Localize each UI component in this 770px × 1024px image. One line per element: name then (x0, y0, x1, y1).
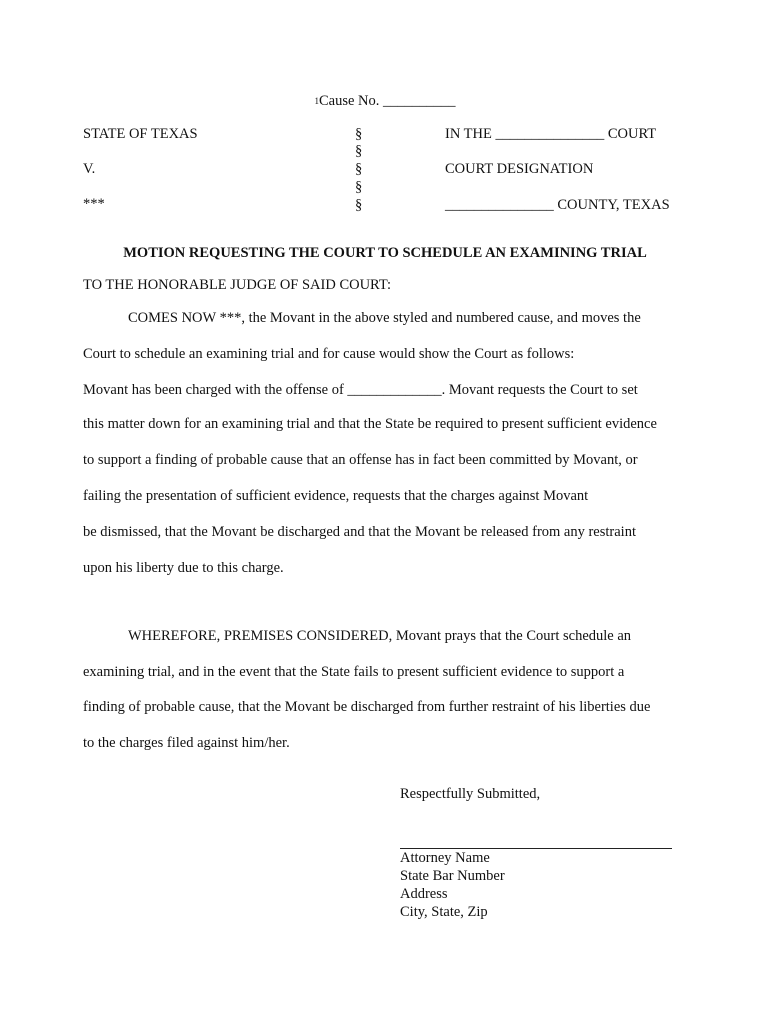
salutation: TO THE HONORABLE JUDGE OF SAID COURT: (83, 277, 392, 293)
caption-section-symbol: § (355, 143, 363, 159)
paragraph-line: be dismissed, that the Movant be discharged and that the Movant be released from any restraint (83, 524, 636, 540)
paragraph-line: this matter down for an examining trial and that the State be required to present sufficient evidence (83, 416, 657, 432)
footnote-mark: 1 (314, 96, 319, 106)
caption-court-name: IN THE _______________ COURT (445, 126, 657, 142)
caption-section-symbol: § (355, 197, 363, 213)
cause-number-text: Cause No. __________ (318, 93, 456, 109)
caption-section-symbol: § (355, 161, 363, 177)
paragraph-line: examining trial, and in the event that the State fails to present sufficient evidence to support a (83, 664, 625, 680)
caption-party-state: STATE OF TEXAS (83, 126, 198, 142)
paragraph-line: Court to schedule an examining trial and for cause would show the Court as follows: (83, 346, 575, 362)
paragraph-line: finding of probable cause, that the Movant be discharged from further restraint of his liberties due (83, 699, 651, 715)
paragraph-line: Movant has been charged with the offense of _____________. Movant requests the Court to set (83, 382, 638, 398)
paragraph-line: failing the presentation of sufficient evidence, requests that the charges against Movant (83, 488, 589, 504)
caption-court-designation: COURT DESIGNATION (445, 161, 594, 177)
signature-line (400, 848, 672, 849)
caption-party-defendant: *** (83, 196, 105, 212)
address: Address (400, 886, 448, 902)
state-bar-number: State Bar Number (400, 868, 505, 884)
document-title: MOTION REQUESTING THE COURT TO SCHEDULE AN EXAMINING TRIAL (123, 245, 647, 261)
paragraph-line: to the charges filed against him/her. (83, 735, 290, 751)
caption-section-symbol: § (355, 126, 363, 142)
paragraph-line: to support a finding of probable cause that an offense has in fact been committed by Movant, or (83, 452, 638, 468)
caption-section-symbol: § (355, 179, 363, 195)
cause-number-line (0, 93, 770, 110)
paragraph-line: upon his liberty due to this charge. (83, 560, 284, 576)
closing: Respectfully Submitted, (400, 786, 541, 802)
caption-county: _______________ COUNTY, TEXAS (445, 197, 670, 213)
paragraph-line: COMES NOW ***, the Movant in the above styled and numbered cause, and moves the (128, 310, 641, 326)
caption-versus: V. (83, 161, 96, 177)
paragraph-line: WHEREFORE, PREMISES CONSIDERED, Movant prays that the Court schedule an (128, 628, 632, 644)
attorney-name: Attorney Name (400, 850, 490, 866)
city-state-zip: City, State, Zip (400, 904, 488, 920)
